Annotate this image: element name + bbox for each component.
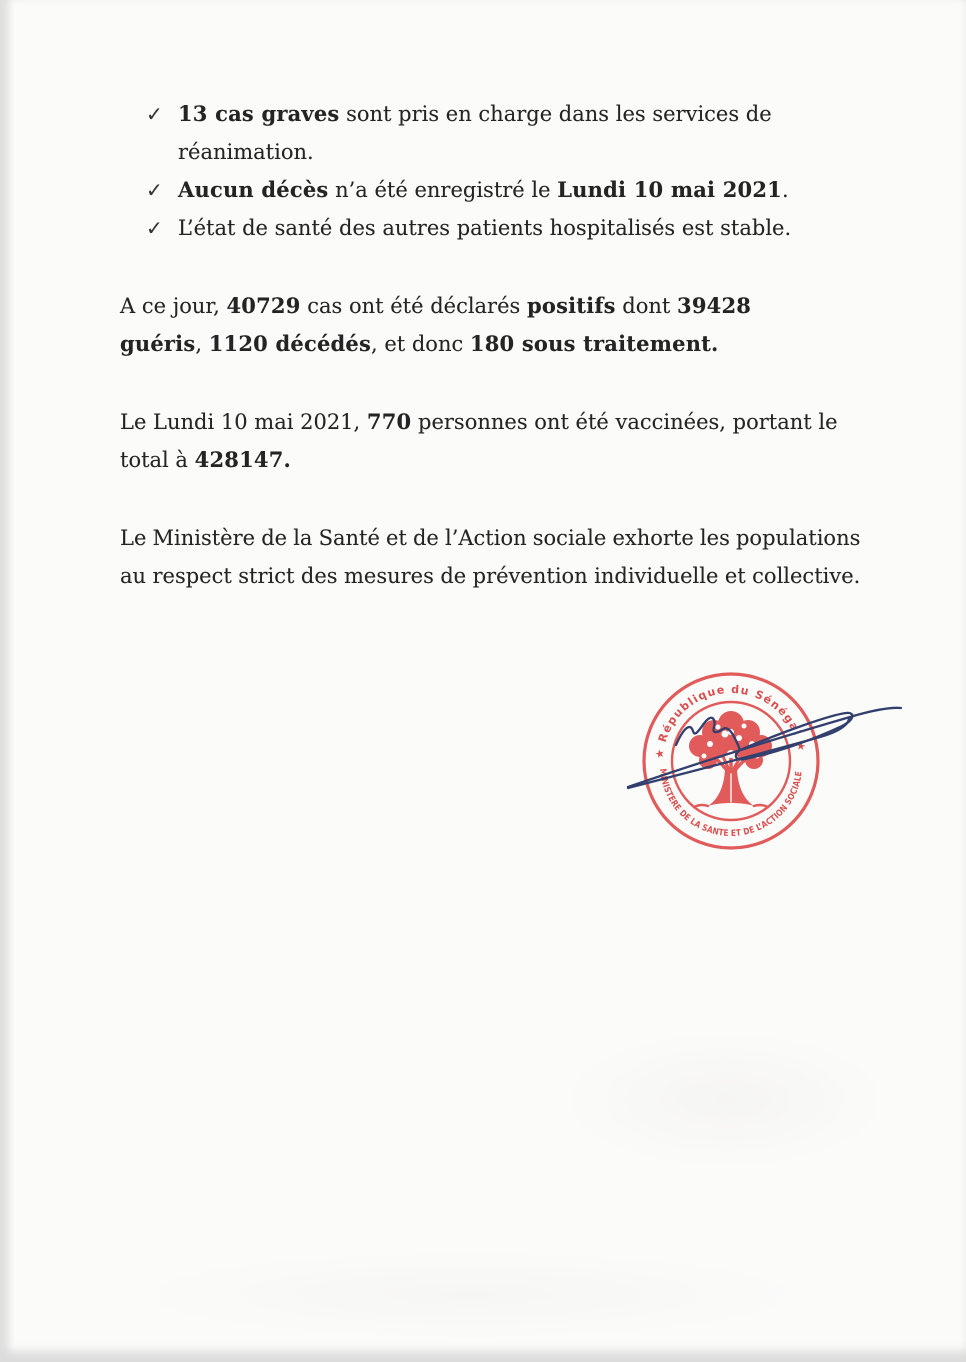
check-icon: ✓ [146,102,163,126]
bullet-item [120,95,860,171]
scan-edge-shadow-bottom [0,1346,966,1362]
text-line: total à 428147. [120,447,292,472]
check-icon: ✓ [146,216,163,240]
signature [605,695,915,800]
stamp-bottom-text: MINISTERE DE LA SANTE ET DE L’ACTION SOCIALE [657,768,805,840]
text-line: 13 cas graves sont pris en charge dans les services de [178,101,772,126]
text-line: Le Ministère de la Santé et de l’Action sociale exhorte les populations [120,526,861,550]
check-icon: ✓ [146,178,163,202]
text-line: A ce jour, 40729 cas ont été déclarés positifs dont 39428 [120,293,752,318]
stamp-top-text: ★ République du Sénégal ★ [652,682,809,760]
paragraph [120,287,860,363]
text-line: Le Lundi 10 mai 2021, 770 personnes ont été vaccinées, portant le [120,409,838,434]
bullet-item [120,171,860,209]
scan-edge-shadow-left [0,0,14,1362]
paragraph [120,519,860,595]
paragraph [120,403,860,479]
text-line: réanimation. [178,140,314,164]
text-line: guéris, 1120 décédés, et donc 180 sous traitement. [120,331,719,356]
bullet-item [120,209,860,247]
document-body [120,95,860,595]
text-line: Aucun décès n’a été enregistré le Lundi 10 mai 2021. [178,177,789,202]
text-line: L’état de santé des autres patients hospitalisés est stable. [178,216,792,240]
text-line: au respect strict des mesures de prévention individuelle et collective. [120,564,861,588]
scan-artifact [560,1030,890,1170]
scan-artifact [120,1250,820,1340]
